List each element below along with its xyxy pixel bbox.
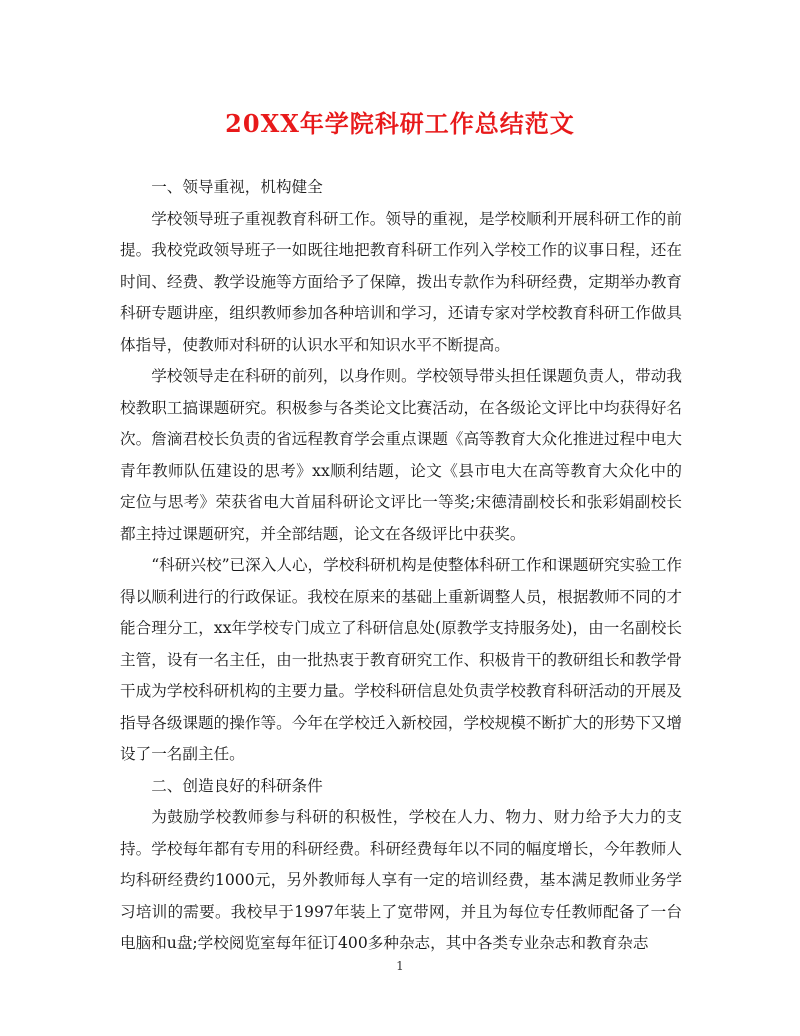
document-body xyxy=(120,172,682,960)
paragraph-1: 学校领导班子重视教育科研工作。领导的重视，是学校顺利开展科研工作的前提。我校党政领导班子一如既往地把教育科研工作列入学校工作的议事日程，还在时间、经费、教学设施等方面给予了保障，拨出专款作为科研经费，定期举办教育科研专题讲座，组织教师参加各种培训和学习，还请专家对学校教育科研工作做具体指导，使教师对科研的认识水平和知识水平不断提高。 xyxy=(120,209,682,354)
paragraph-4: 为鼓励学校教师参与科研的积极性，学校在人力、物力、财力给予大力的支持。学校每年都有专用的科研经费。科研经费每年以不同的幅度增长，今年教师人均科研经费约1000元，另外教师每人享有一定的培训经费，基本满足教师业务学习培训的需要。我校早于1997年装上了宽带网，并且为每位专任教师配备了一台电脑和u盘;学校阅览室每年征订400多种杂志，其中各类专业杂志和教育杂志 xyxy=(120,808,682,952)
section-heading-1: 一、领导重视，机构健全 xyxy=(151,178,323,196)
paragraph-3: “科研兴校”已深入人心，学校科研机构是使整体科研工作和课题研究实验工作得以顺利进行的行政保证。我校在原来的基础上重新调整人员，根据教师不同的才能合理分工，xx年学校专门成立了科研信息处(原教学支持服务处)，由一名副校长主管，设有一名主任，由一批热衷于教育研究工作、积极肯干的教研组长和教学骨干成为学校科研机构的主要力量。学校科研信息处负责学校教育科研活动的开展及指导各级课题的操作等。今年在学校迁入新校园，学校规模不断扩大的形势下又增设了一名副主任。 xyxy=(120,556,682,763)
document-title: 20XX年学院科研工作总结范文 xyxy=(225,109,575,138)
section-heading-2: 二、创造良好的科研条件 xyxy=(151,776,323,795)
page-number: 1 xyxy=(396,959,404,973)
paragraph-2: 学校领导走在科研的前列，以身作则。学校领导带头担任课题负责人，带动我校教职工搞课题研究。积极参与各类论文比赛活动，在各级论文评比中均获得好名次。詹滴君校长负责的省远程教育学会重点课题《高等教育大众化推进过程中电大青年教师队伍建设的思考》xx顺利结题，论文《县市电大在高等教育大众化中的定位与思考》荣获省电大首届科研论文评比一等奖;宋德清副校长和张彩娟副校长都主持过课题研究，并全部结题，论文在各级评比中获奖。 xyxy=(120,367,682,543)
